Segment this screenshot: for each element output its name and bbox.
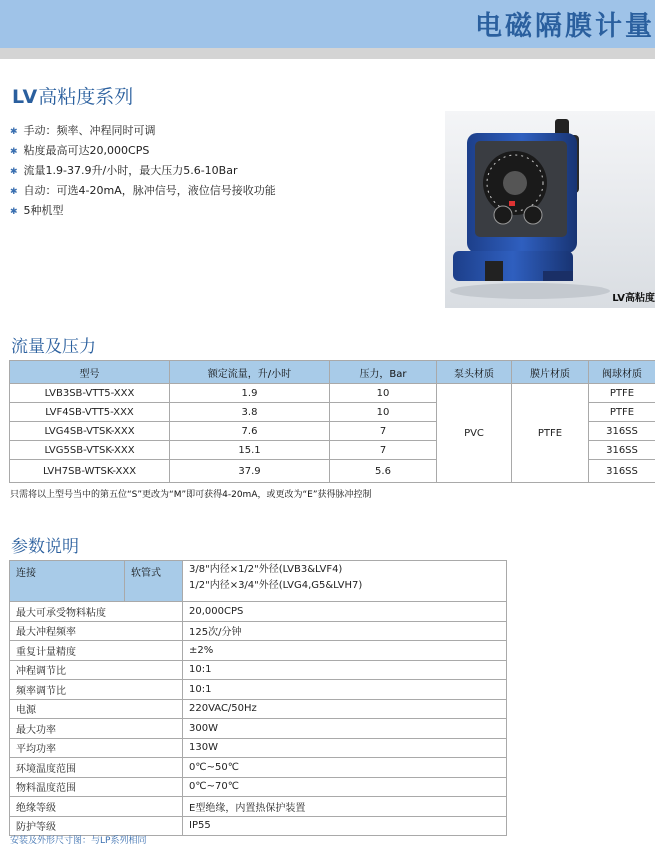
series-name: 高粘度系列	[38, 86, 134, 108]
pressure-cell: 10	[330, 403, 437, 422]
table-row	[10, 797, 507, 817]
flow-note: 只需将以上型号当中的第五位“S”更改为“M”即可获得4-20mA，或更改为“E”获得脉冲控制	[10, 490, 372, 500]
connection-line: 1/2"内径×3/4"外径(LVG4,G5&LVH7)	[189, 580, 363, 591]
bullet-icon: ✱	[10, 207, 18, 217]
param-value: 20,000CPS	[183, 602, 507, 622]
ball-cell: 316SS	[589, 460, 655, 483]
param-label: 平均功率	[10, 738, 183, 758]
table-row	[10, 777, 507, 797]
connection-value	[183, 561, 507, 602]
col-header: 泵头材质	[437, 361, 512, 384]
connection-label: 连接	[10, 561, 125, 602]
param-value: 130W	[183, 738, 507, 758]
table-row	[10, 602, 507, 622]
param-value: 10:1	[183, 680, 507, 700]
param-label: 频率调节比	[10, 680, 183, 700]
flow-section-title: 流量及压力	[11, 337, 96, 357]
model-cell: LVG5SB-VTSK-XXX	[10, 441, 170, 460]
model-cell: LVB3SB-VTT5-XXX	[10, 384, 170, 403]
param-value: 0℃~70℃	[183, 777, 507, 797]
page-title: 电磁隔膜计量	[475, 11, 655, 42]
feature-item	[10, 181, 276, 201]
ball-cell: 316SS	[589, 441, 655, 460]
feature-item	[10, 201, 276, 221]
param-label: 最大可承受物料粘度	[10, 602, 183, 622]
flow-pressure-table	[9, 360, 655, 483]
param-value: IP55	[183, 816, 507, 836]
ball-cell: PTFE	[589, 403, 655, 422]
series-title	[12, 82, 133, 109]
ball-cell: PTFE	[589, 384, 655, 403]
pressure-cell: 7	[330, 422, 437, 441]
param-label: 物料温度范围	[10, 777, 183, 797]
flow-cell: 7.6	[170, 422, 330, 441]
params-section-title: 参数说明	[11, 537, 79, 557]
table-header-row	[10, 361, 655, 384]
bullet-icon: ✱	[10, 147, 18, 157]
table-row	[10, 738, 507, 758]
param-label: 最大冲程频率	[10, 621, 183, 641]
bullet-icon: ✱	[10, 127, 18, 137]
col-header: 额定流量，升/小时	[170, 361, 330, 384]
pressure-cell: 7	[330, 441, 437, 460]
table-row	[10, 384, 655, 403]
header-band	[0, 0, 655, 48]
pump-illustration	[445, 111, 655, 308]
hose-label: 软管式	[125, 561, 183, 602]
table-row	[10, 660, 507, 680]
param-value: 0℃~50℃	[183, 758, 507, 778]
series-prefix: LV	[12, 86, 39, 108]
flow-cell: 3.8	[170, 403, 330, 422]
feature-text: 5种机型	[23, 204, 64, 217]
table-row	[10, 719, 507, 739]
table-row	[10, 680, 507, 700]
col-header: 阀球材质	[589, 361, 655, 384]
feature-item	[10, 141, 276, 161]
connection-line: 3/8"内径×1/2"外径(LVB3&LVF4)	[189, 564, 343, 575]
param-label: 绝缘等级	[10, 797, 183, 817]
flow-cell: 37.9	[170, 460, 330, 483]
feature-list	[10, 121, 276, 221]
table-row	[10, 561, 507, 602]
pressure-cell: 5.6	[330, 460, 437, 483]
bullet-icon: ✱	[10, 167, 18, 177]
pump-head-cell: PVC	[437, 384, 512, 483]
param-value: E型绝缘，内置热保护装置	[183, 797, 507, 817]
feature-text: 粘度最高可达20,000CPS	[23, 144, 150, 157]
table-row	[10, 621, 507, 641]
feature-text: 流量1.9-37.9升/小时，最大压力5.6-10Bar	[23, 164, 238, 177]
table-row	[10, 758, 507, 778]
param-value: 300W	[183, 719, 507, 739]
photo-caption: LV高粘度	[612, 293, 655, 304]
model-cell: LVG4SB-VTSK-XXX	[10, 422, 170, 441]
feature-item	[10, 161, 276, 181]
param-value: 10:1	[183, 660, 507, 680]
table-row	[10, 699, 507, 719]
params-table	[9, 560, 507, 836]
param-label: 防护等级	[10, 816, 183, 836]
col-header: 膜片材质	[512, 361, 589, 384]
col-header: 型号	[10, 361, 170, 384]
param-label: 环境温度范围	[10, 758, 183, 778]
ball-cell: 316SS	[589, 422, 655, 441]
bullet-icon: ✱	[10, 187, 18, 197]
flow-cell: 1.9	[170, 384, 330, 403]
feature-text: 手动：频率、冲程同时可调	[23, 124, 156, 137]
param-label: 冲程调节比	[10, 660, 183, 680]
pump-photo	[445, 111, 655, 308]
param-value: 220VAC/50Hz	[183, 699, 507, 719]
table-row	[10, 641, 507, 661]
header-rule	[0, 48, 655, 59]
footer-note: 安装及外形尺寸图：与LP系列相同	[10, 836, 147, 846]
pressure-cell: 10	[330, 384, 437, 403]
param-value: 125次/分钟	[183, 621, 507, 641]
param-label: 最大功率	[10, 719, 183, 739]
feature-item	[10, 121, 276, 141]
feature-text: 自动：可选4-20mA，脉冲信号，液位信号接收功能	[23, 184, 276, 197]
flow-cell: 15.1	[170, 441, 330, 460]
model-cell: LVH7SB-WTSK-XXX	[10, 460, 170, 483]
param-label: 电源	[10, 699, 183, 719]
param-label: 重复计量精度	[10, 641, 183, 661]
col-header: 压力，Bar	[330, 361, 437, 384]
param-value: ±2%	[183, 641, 507, 661]
model-cell: LVF4SB-VTT5-XXX	[10, 403, 170, 422]
diaphragm-cell: PTFE	[512, 384, 589, 483]
